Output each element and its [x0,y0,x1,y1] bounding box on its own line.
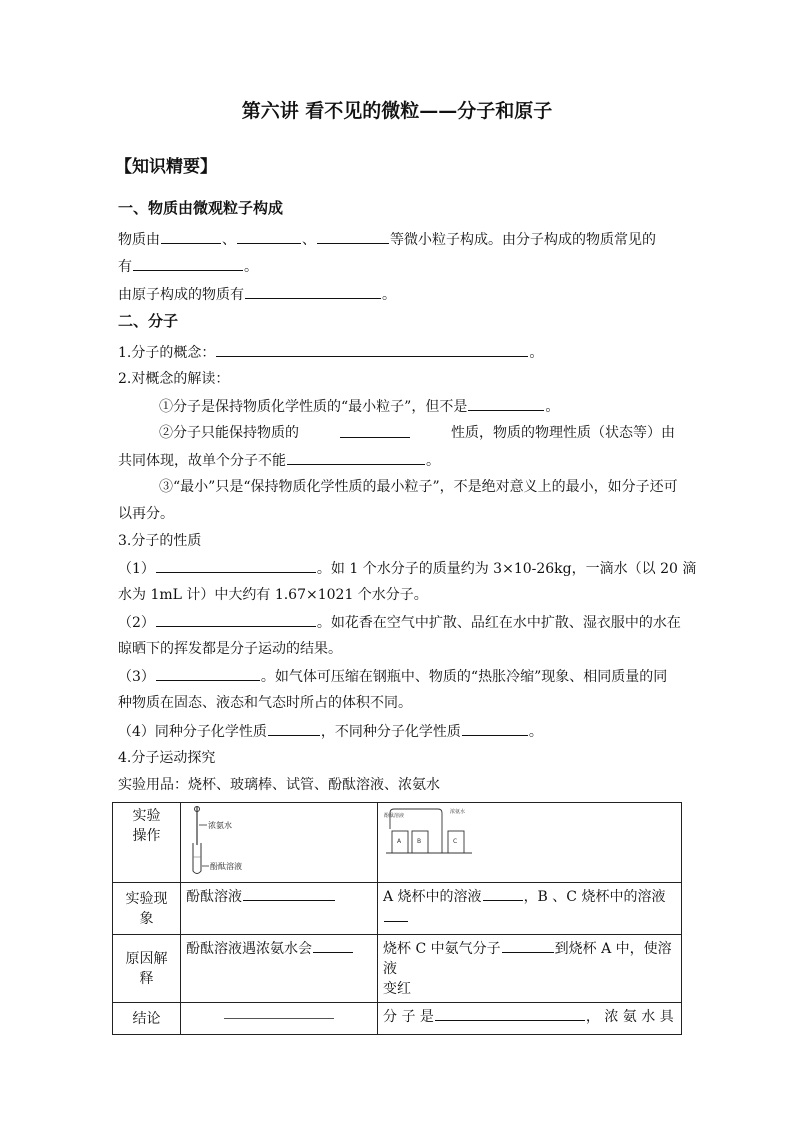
table-row [113,883,682,935]
explore-heading: 4.分子运动探究 [118,750,216,766]
figure-cell-tube [181,803,378,883]
fig2-label-right: 浓氨水 [450,809,466,815]
reason-right: 烧杯 C 中氨气分子 到烧杯 A 中，使溶液 变红 [378,935,682,1003]
fig2-label-left: 酚酞溶液 [384,813,405,819]
row-label: 原因解 释 [113,935,181,1003]
fig1-label-bottom: 酚酞溶液 [210,862,242,871]
page-title: 第六讲 看不见的微粒——分子和原子 [241,100,553,122]
fig2-beaker-c: C [453,838,458,845]
part1-heading: 一、物质由微观粒子构成 [118,199,284,217]
experiment-table [112,802,682,1035]
row-label: 实验现 象 [113,883,181,935]
reason-left: 酚酞溶液遇浓氨水会 [181,935,378,1003]
blank[interactable] [462,721,528,736]
table-row [113,935,682,1003]
blank[interactable] [237,229,301,244]
prop-3-cont: 种物质在固态、液态和气态时所占的体积不同。 [118,695,412,711]
row-label: 结论 [113,1003,181,1035]
observation-right: A 烧杯中的溶液 ，B 、C 烧杯中的溶液 [378,883,682,935]
part1-line3: 由原子构成的物质有 。 [118,284,396,305]
blank[interactable] [468,396,544,411]
blank[interactable] [384,907,408,922]
conclusion-right: 分 子 是 ， 浓 氨 水 具 [378,1003,682,1035]
prop-2: （2） 。如花香在空气中扩散、品红在水中扩散、湿衣服中的水在 [118,612,681,633]
dash-line [224,1018,334,1019]
blank[interactable] [156,558,316,573]
blank[interactable] [268,721,320,736]
blank[interactable] [287,450,425,465]
observation-left: 酚酞溶液 [181,883,378,935]
beakers-figure [382,805,478,857]
blank[interactable] [483,886,523,901]
prop-4: （4）同种分子化学性质 ，不同种分子化学性质 。 [118,721,543,742]
interpret-heading: 2.对概念的解读： [118,371,230,387]
interpret-point-3: ③“最小”只是“保持物质化学性质的最小粒子”，不是绝对意义上的最小，如分子还可 [159,479,678,495]
blank[interactable] [340,423,410,438]
blank[interactable] [317,229,389,244]
props-heading: 3.分子的性质 [118,533,202,549]
interpret-point-2-cont: 共同体现，故单个分子不能 。 [118,450,440,471]
blank[interactable] [161,229,221,244]
prop-1-cont: 水为 1mL 计）中大约有 1.67×1021 个水分子。 [118,587,428,603]
blank[interactable] [133,256,243,271]
materials-line: 实验用品：烧杯、玻璃棒、试管、酚酞溶液、浓氨水 [118,777,440,793]
interpret-point-1: ①分子是保持物质化学性质的“最小粒子”，但不是 。 [159,396,559,417]
blank[interactable] [502,938,554,953]
part1-line1: 物质由 、 、 等微小粒子构成。由分子构成的物质常见的 [118,229,656,250]
interpret-point-2: ②分子只能保持物质的 性质，物质的物理性质（状态等）由 [159,425,675,441]
table-row [113,803,682,883]
blank[interactable] [216,342,528,357]
row-label: 实验 操作 [113,803,181,883]
fig2-beaker-b: B [417,838,422,845]
part1-line2: 有 。 [118,256,258,277]
prop-2-cont: 晾晒下的挥发都是分子运动的结果。 [118,641,342,657]
interpret-point-3-cont: 以再分。 [118,506,174,522]
blank[interactable] [313,938,353,953]
prop-1: （1） 。如 1 个水分子的质量约为 3×10-26kg，一滴水（以 20 滴 [118,558,696,579]
prop-3: （3） 。如气体可压缩在钢瓶中、物质的“热胀冷缩”现象、相同质量的同 [118,666,667,687]
concept-line: 1.分子的概念： 。 [118,342,543,363]
blank[interactable] [243,886,335,901]
blank[interactable] [245,284,381,299]
blank[interactable] [435,1006,585,1021]
fig1-label-top: 浓氨水 [208,821,232,830]
blank[interactable] [156,612,316,627]
blank[interactable] [156,666,260,681]
test-tube-figure [185,805,295,877]
part2-heading: 二、分子 [118,312,179,330]
table-row [113,1003,682,1035]
fig2-beaker-a: A [397,838,402,845]
section-heading: 【知识精要】 [115,157,217,177]
figure-cell-beakers [378,803,682,883]
conclusion-left [181,1003,378,1035]
